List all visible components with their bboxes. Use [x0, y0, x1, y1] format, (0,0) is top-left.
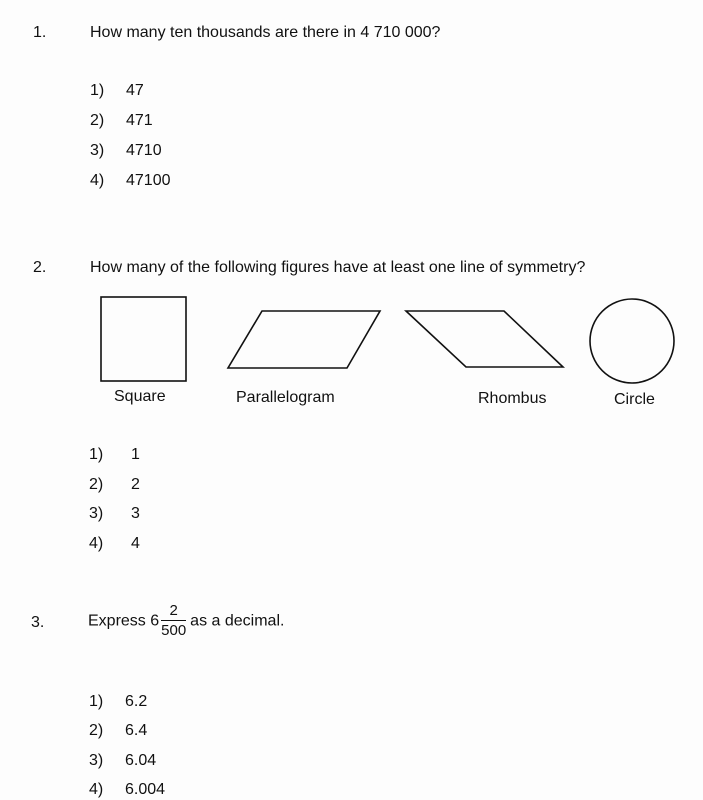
option-value: 47100 [126, 172, 171, 189]
question-2-option-4 [89, 535, 140, 553]
question-3-text [88, 604, 284, 639]
question-2-option-2 [89, 476, 140, 494]
rhombus-shape [406, 311, 563, 367]
option-value: 47 [126, 82, 144, 99]
option-number: 2) [90, 112, 105, 129]
question-3-option-2 [89, 722, 147, 740]
option-value: 6.2 [125, 693, 148, 710]
rhombus-label: Rhombus [478, 390, 547, 407]
question-3-option-3 [89, 752, 156, 770]
option-value: 2 [131, 476, 140, 493]
question-3-option-4 [89, 781, 165, 799]
square-shape [101, 297, 186, 381]
question-1-number: 1. [33, 24, 47, 41]
option-number: 1) [89, 446, 104, 463]
parallelogram-shape [228, 311, 380, 368]
option-number: 2) [89, 476, 104, 493]
option-value: 4710 [126, 142, 162, 159]
mixed-number-fraction [161, 603, 186, 638]
option-number: 1) [90, 82, 105, 99]
option-value: 1 [131, 446, 140, 463]
option-value: 6.004 [125, 781, 166, 798]
question-2-text: How many of the following figures have at least one line of symmetry? [90, 259, 586, 276]
option-value: 4 [131, 535, 140, 552]
option-value: 471 [126, 112, 153, 129]
fraction-numerator: 2 [161, 603, 186, 621]
question-3-option-1 [89, 693, 147, 711]
question-3-text-before: Express 6 [88, 612, 160, 630]
option-number: 3) [89, 752, 104, 769]
option-number: 3) [90, 142, 105, 159]
circle-shape [590, 299, 674, 383]
option-number: 1) [89, 693, 104, 710]
option-value: 6.04 [125, 752, 157, 769]
option-value: 3 [131, 505, 140, 522]
option-number: 2) [89, 722, 104, 739]
option-number: 4) [89, 781, 104, 798]
question-2-number: 2. [33, 259, 47, 276]
question-1-text: How many ten thousands are there in 4 710 000? [90, 24, 441, 41]
question-3-number: 3. [31, 614, 45, 631]
question-2-option-1 [89, 446, 140, 464]
square-label: Square [114, 388, 166, 405]
option-number: 4) [90, 172, 105, 189]
option-value: 6.4 [125, 722, 148, 739]
option-number: 4) [89, 535, 104, 552]
question-2-option-3 [89, 505, 140, 523]
question-3-text-after: as a decimal. [190, 612, 285, 630]
fraction-denominator: 500 [161, 622, 187, 639]
option-number: 3) [89, 505, 104, 522]
parallelogram-label: Parallelogram [236, 389, 335, 406]
circle-label: Circle [614, 391, 655, 408]
